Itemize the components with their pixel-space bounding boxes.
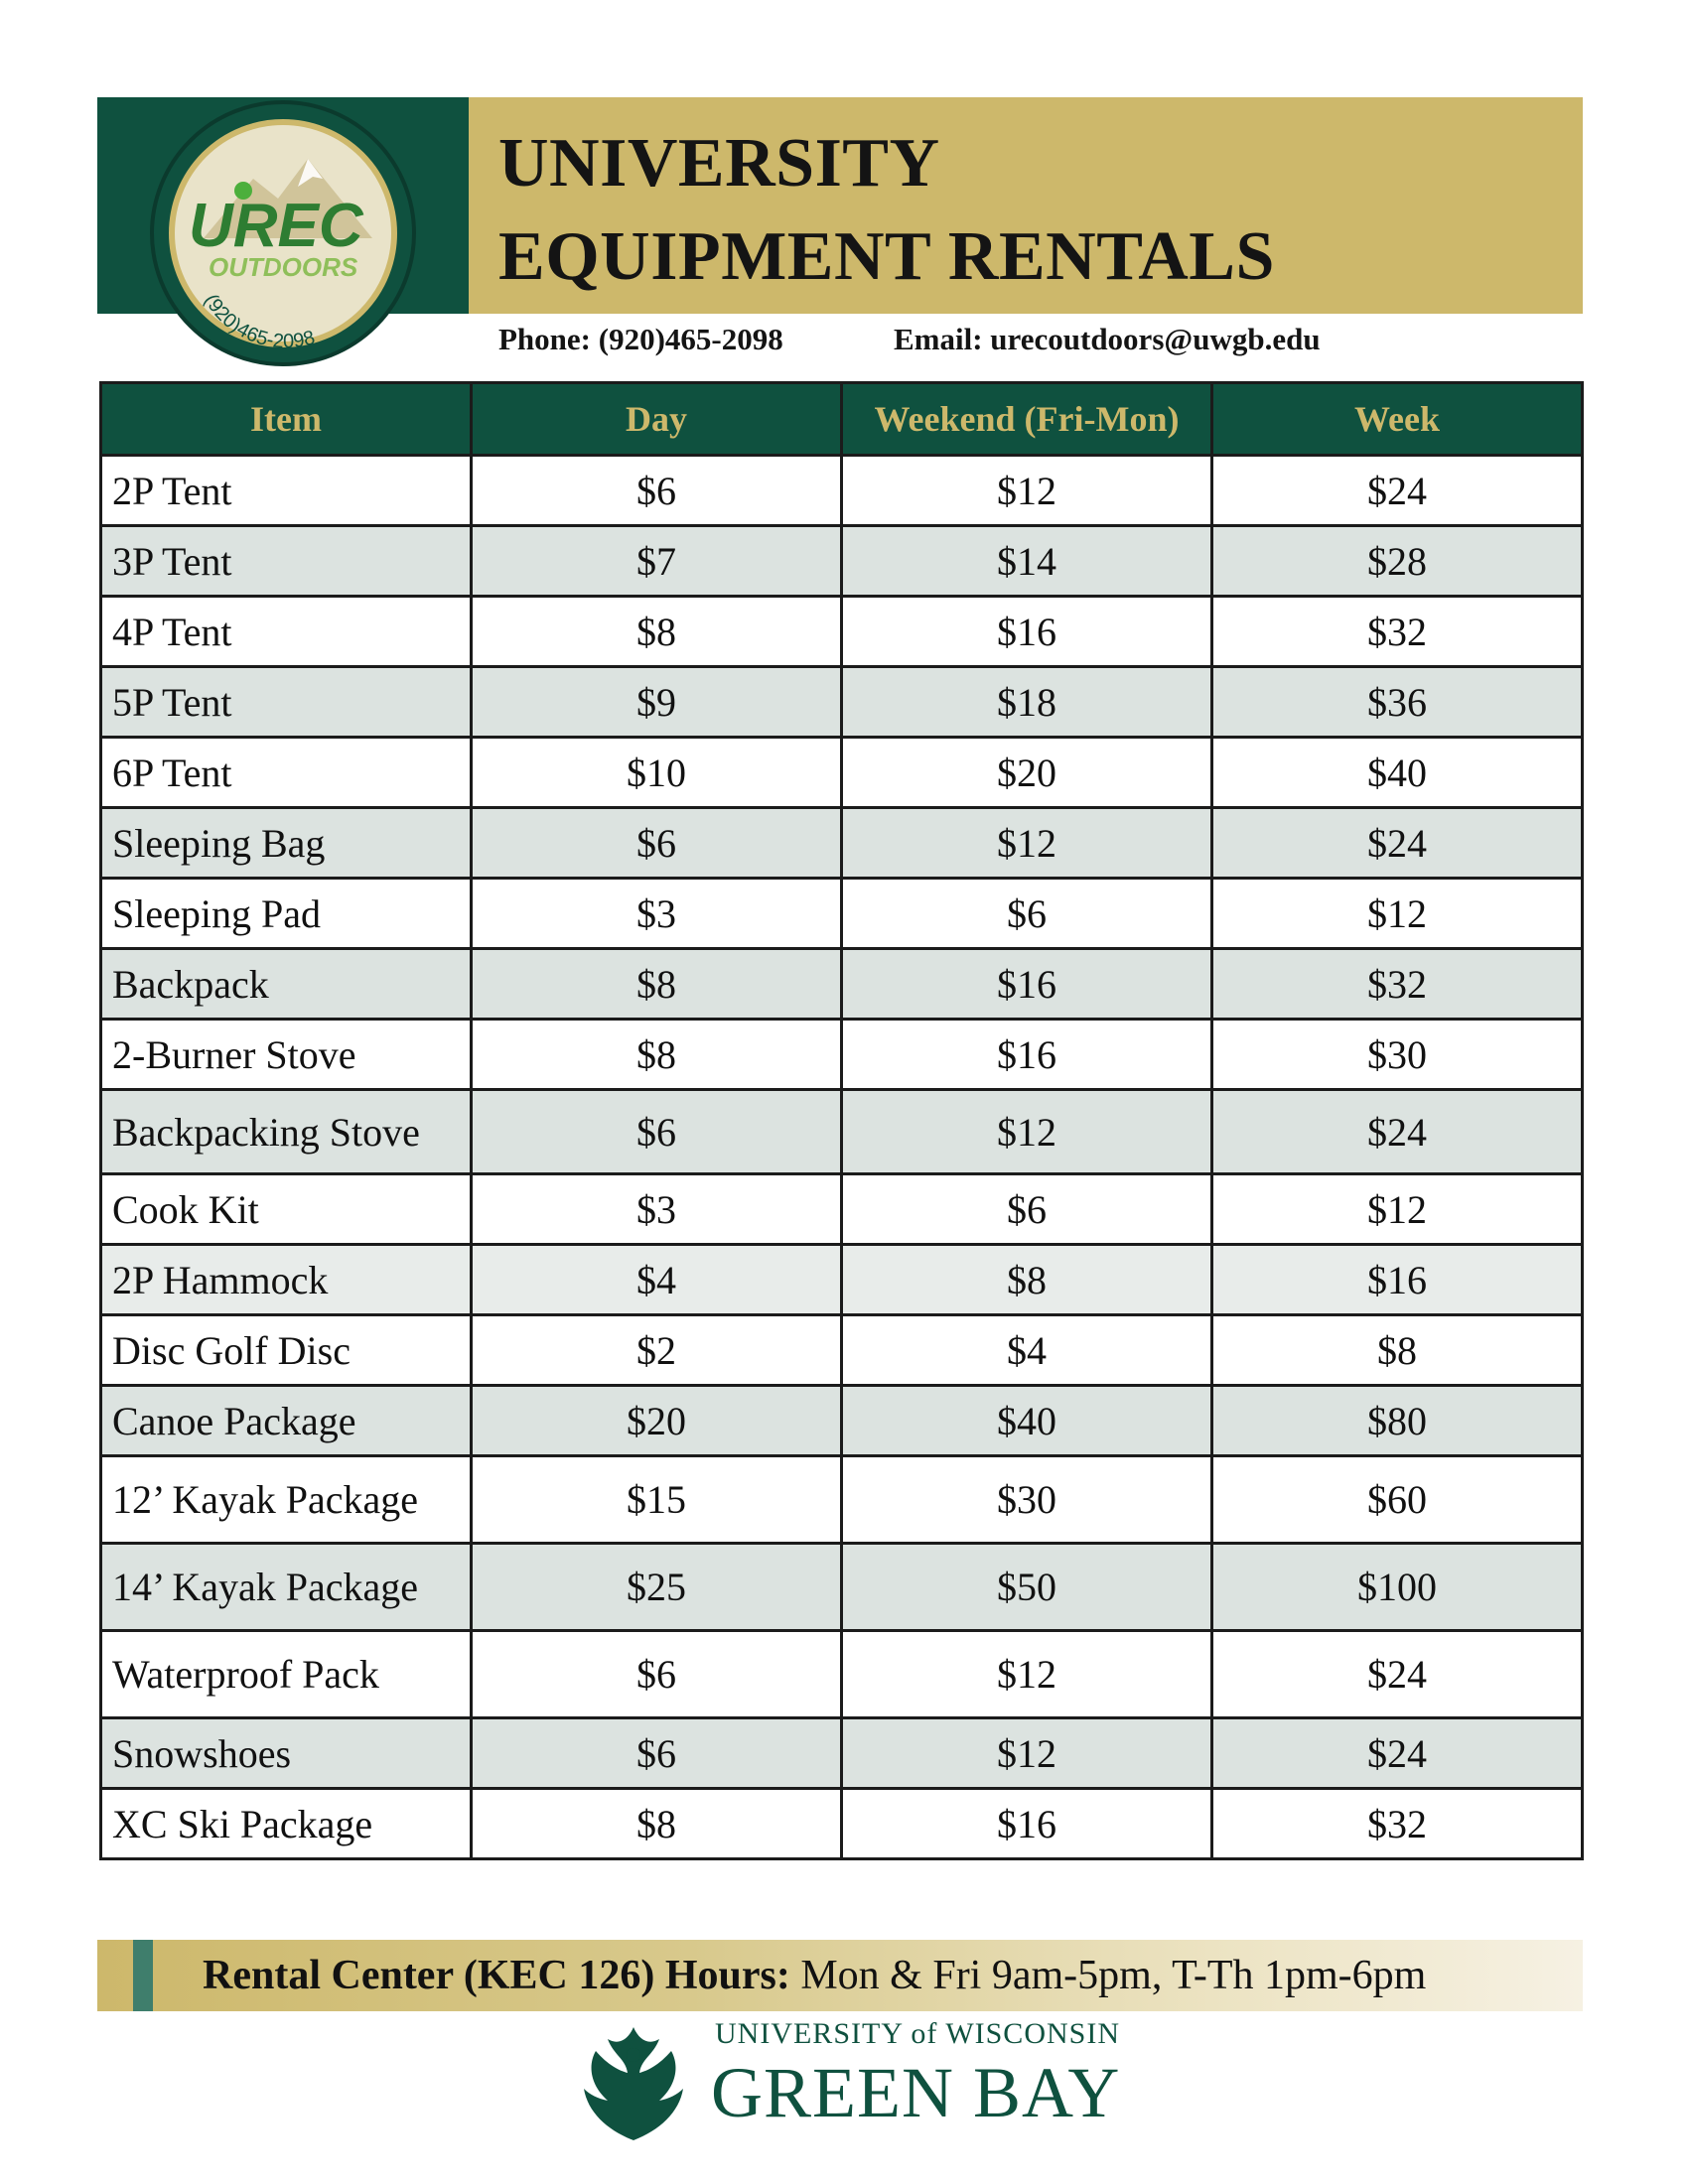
cell-week: $8 (1212, 1315, 1583, 1386)
cell-week: $24 (1212, 1631, 1583, 1718)
cell-weekend: $14 (842, 526, 1212, 597)
cell-day: $3 (472, 879, 842, 949)
logo-phone-text: (920)465-2098 (200, 290, 318, 353)
cell-day: $10 (472, 738, 842, 808)
table-row (101, 1789, 1583, 1859)
cell-weekend: $4 (842, 1315, 1212, 1386)
cell-item: Backpacking Stove (101, 1090, 472, 1174)
cell-item: 2P Tent (101, 456, 472, 526)
title-line-1: UNIVERSITY (498, 125, 940, 202)
cell-item: 12’ Kayak Package (101, 1456, 472, 1544)
cell-day: $2 (472, 1315, 842, 1386)
column-header-item: Item (101, 383, 472, 456)
column-header-week: Week (1212, 383, 1583, 456)
cell-week: $32 (1212, 1789, 1583, 1859)
cell-day: $9 (472, 667, 842, 738)
cell-item: 2-Burner Stove (101, 1020, 472, 1090)
column-header-day: Day (472, 383, 842, 456)
cell-week: $12 (1212, 1174, 1583, 1245)
cell-week: $100 (1212, 1544, 1583, 1631)
table-row (101, 738, 1583, 808)
cell-weekend: $16 (842, 1020, 1212, 1090)
cell-day: $20 (472, 1386, 842, 1456)
cell-weekend: $12 (842, 456, 1212, 526)
cell-weekend: $8 (842, 1245, 1212, 1315)
hours-label: Rental Center (KEC 126) Hours: (203, 1953, 790, 1998)
cell-weekend: $30 (842, 1456, 1212, 1544)
table-row (101, 1386, 1583, 1456)
contact-phone: Phone: (920)465-2098 (498, 322, 783, 356)
cell-week: $36 (1212, 667, 1583, 738)
table-row (101, 1315, 1583, 1386)
cell-item: Sleeping Pad (101, 879, 472, 949)
page-title (498, 117, 1275, 304)
table-row (101, 949, 1583, 1020)
cell-item: Disc Golf Disc (101, 1315, 472, 1386)
cell-day: $25 (472, 1544, 842, 1631)
cell-weekend: $12 (842, 808, 1212, 879)
cell-day: $8 (472, 1789, 842, 1859)
cell-weekend: $6 (842, 1174, 1212, 1245)
cell-day: $6 (472, 456, 842, 526)
cell-weekend: $16 (842, 949, 1212, 1020)
university-name-line1: UNIVERSITY of WISCONSIN (715, 2017, 1120, 2050)
cell-day: $6 (472, 808, 842, 879)
table-row (101, 1456, 1583, 1544)
cell-day: $6 (472, 1090, 842, 1174)
table-row (101, 1090, 1583, 1174)
urec-outdoors-logo (149, 99, 417, 367)
cell-week: $24 (1212, 456, 1583, 526)
table-row (101, 1718, 1583, 1789)
table-row (101, 1020, 1583, 1090)
cell-item: 2P Hammock (101, 1245, 472, 1315)
cell-weekend: $18 (842, 667, 1212, 738)
cell-item: 3P Tent (101, 526, 472, 597)
hours-bar-accent (133, 1940, 153, 2011)
cell-week: $30 (1212, 1020, 1583, 1090)
table-row (101, 597, 1583, 667)
rental-price-table (99, 381, 1584, 1860)
cell-weekend: $20 (842, 738, 1212, 808)
table-row (101, 526, 1583, 597)
cell-day: $15 (472, 1456, 842, 1544)
cell-week: $24 (1212, 1090, 1583, 1174)
cell-item: 5P Tent (101, 667, 472, 738)
cell-week: $24 (1212, 808, 1583, 879)
cell-week: $40 (1212, 738, 1583, 808)
university-name-line2: GREEN BAY (711, 2053, 1121, 2132)
cell-item: Canoe Package (101, 1386, 472, 1456)
cell-weekend: $16 (842, 1789, 1212, 1859)
cell-week: $12 (1212, 879, 1583, 949)
table-row (101, 1544, 1583, 1631)
cell-item: Cook Kit (101, 1174, 472, 1245)
cell-day: $6 (472, 1631, 842, 1718)
table-row (101, 1174, 1583, 1245)
cell-item: XC Ski Package (101, 1789, 472, 1859)
cell-item: Sleeping Bag (101, 808, 472, 879)
cell-item: Backpack (101, 949, 472, 1020)
logo-outdoors-text: OUTDOORS (209, 252, 358, 282)
cell-item: Snowshoes (101, 1718, 472, 1789)
cell-week: $16 (1212, 1245, 1583, 1315)
table-row (101, 667, 1583, 738)
cell-day: $3 (472, 1174, 842, 1245)
cell-day: $4 (472, 1245, 842, 1315)
rental-hours (203, 1946, 1426, 2005)
table-header-row (101, 383, 1583, 456)
table-row (101, 808, 1583, 879)
cell-weekend: $12 (842, 1090, 1212, 1174)
cell-item: 6P Tent (101, 738, 472, 808)
phoenix-icon (578, 2015, 689, 2144)
cell-week: $24 (1212, 1718, 1583, 1789)
column-header-weekend: Weekend (Fri-Mon) (842, 383, 1212, 456)
table-row (101, 1245, 1583, 1315)
cell-item: 14’ Kayak Package (101, 1544, 472, 1631)
cell-day: $6 (472, 1718, 842, 1789)
contact-email[interactable]: Email: urecoutdoors@uwgb.edu (894, 322, 1321, 356)
hours-value: Mon & Fri 9am-5pm, T-Th 1pm-6pm (789, 1953, 1427, 1998)
cell-week: $28 (1212, 526, 1583, 597)
cell-weekend: $6 (842, 879, 1212, 949)
cell-day: $8 (472, 597, 842, 667)
cell-weekend: $12 (842, 1718, 1212, 1789)
cell-day: $7 (472, 526, 842, 597)
cell-week: $80 (1212, 1386, 1583, 1456)
table-row (101, 1631, 1583, 1718)
cell-weekend: $40 (842, 1386, 1212, 1456)
cell-weekend: $50 (842, 1544, 1212, 1631)
table-row (101, 879, 1583, 949)
table-row (101, 456, 1583, 526)
title-line-2: EQUIPMENT RENTALS (498, 218, 1275, 295)
cell-week: $60 (1212, 1456, 1583, 1544)
cell-day: $8 (472, 1020, 842, 1090)
cell-item: 4P Tent (101, 597, 472, 667)
cell-item: Waterproof Pack (101, 1631, 472, 1718)
logo-urec-text: UREC (189, 192, 363, 260)
cell-week: $32 (1212, 597, 1583, 667)
cell-weekend: $16 (842, 597, 1212, 667)
cell-day: $8 (472, 949, 842, 1020)
cell-weekend: $12 (842, 1631, 1212, 1718)
cell-week: $32 (1212, 949, 1583, 1020)
